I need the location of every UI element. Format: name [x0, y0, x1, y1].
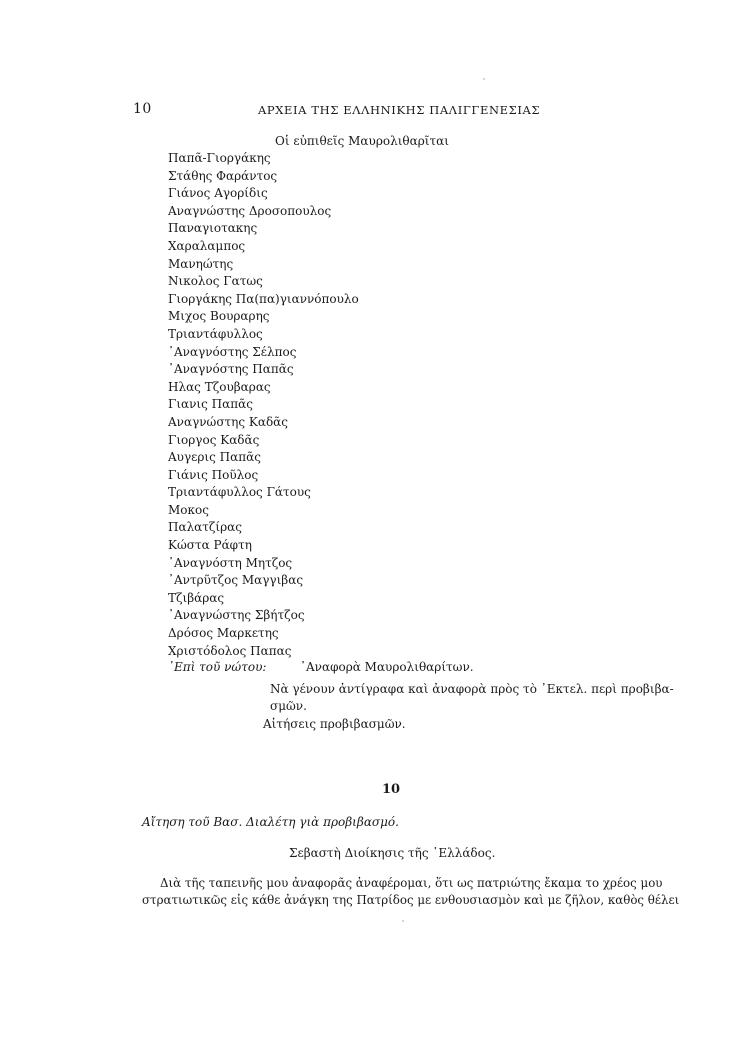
- list-item: ᾿Αντρῦτζος Μαγγιβας: [168, 573, 304, 588]
- list-item: ᾿Αναγνόστης Παπᾶς: [168, 362, 294, 377]
- document-number: 10: [382, 782, 401, 797]
- list-item: Μανηώτης: [168, 256, 234, 271]
- salutation: Σεβαστὴ Διοίκησις τῆς ῾Ελλάδος.: [289, 846, 496, 860]
- list-item: Γιάνος Αγορίδις: [168, 186, 268, 201]
- list-item: Γιοργάκης Πα(πα)γιαννόπουλο: [168, 291, 359, 306]
- list-item: Τζιβάρας: [168, 590, 225, 605]
- body-text-line: στρατιωτικῶς εἰς κάθε ἀνάγκη της Πατρίδος με ενθουσιασμὸν καὶ με ζῆλον, καθὸς θέλει: [142, 893, 680, 907]
- list-item: ᾿Αναγνόστη Μητζος: [168, 555, 293, 570]
- list-item: Τριαντάφυλλος Γάτους: [168, 485, 311, 500]
- list-item: Ηλας Τζουβαρας: [168, 379, 271, 394]
- document-title: Αἴτηση τοῦ Βασ. Διαλέτη γιὰ προβιβασμό.: [142, 815, 399, 829]
- list-item: Γιανις Παπᾶς: [168, 397, 253, 412]
- list-item: Αναγνώστης Δροσοπουλος: [168, 203, 332, 218]
- list-item: Τριαντάφυλλος: [168, 326, 263, 341]
- body-text-line: Διὰ τῆς ταπεινῆς μου ἀναφορᾶς ἀναφέρομαι, ὅτι ως πατριώτης ἔκαμα το χρέος μου: [160, 876, 663, 890]
- running-title: ΑΡΧΕΙΑ ΤΗΣ ΕΛΛΗΝΙΚΗΣ ΠΑΛΙΓΓΕΝΕΣΙΑΣ: [258, 103, 541, 117]
- endorsement-line: Αἰτήσεις προβιβασμῶν.: [263, 717, 406, 731]
- list-item: Χριστόδολος Παπας: [168, 643, 292, 658]
- list-item: Δρόσος Μαρκετης: [168, 626, 279, 641]
- list-item: Παναγιοτακης: [168, 221, 258, 236]
- signatories-list: [168, 150, 359, 660]
- list-item: Στάθης Φαράντος: [168, 168, 278, 183]
- endorsement-line: Νὰ γένουν ἀντίγραφα καὶ ἀναφορὰ πρὸς τὸ ᾿Εκτελ. περὶ προβιβα-: [270, 682, 674, 696]
- list-item: Νικολος Γατως: [168, 274, 263, 289]
- endorsement-line: σμῶν.: [270, 699, 307, 713]
- list-heading: Οἱ εὐπιθεῖς Μαυρολιθαρῖται: [275, 134, 449, 148]
- paper-speck: [483, 78, 485, 80]
- list-item: Κώστα Ράφτη: [168, 538, 252, 553]
- list-item: Αναγνώστης Καδᾶς: [168, 414, 288, 429]
- list-item: ᾿Αναγνόστης Σέλπος: [168, 344, 297, 359]
- list-item: Μιχος Βουραρης: [168, 309, 270, 324]
- page-number: 10: [133, 101, 152, 117]
- list-item: Χαραλαμπος: [168, 238, 246, 253]
- endorsement-label: ᾿Επὶ τοῦ νώτου:: [168, 660, 267, 674]
- list-item: Γιάνις Ποῦλος: [168, 467, 259, 482]
- list-item: Μοκος: [168, 502, 209, 517]
- paper-speck: [402, 920, 404, 922]
- list-item: ᾿Αναγνώστης Σβήτζος: [168, 608, 305, 623]
- list-item: Γιοργος Καδᾶς: [168, 432, 260, 447]
- endorsement-line: ᾿Αναφορὰ Μαυρολιθαρίτων.: [300, 660, 474, 674]
- list-item: Αυγερις Παπᾶς: [168, 450, 261, 465]
- list-item: Παλατζίρας: [168, 520, 243, 535]
- list-item: Παπᾶ-Γιοργάκης: [168, 151, 271, 165]
